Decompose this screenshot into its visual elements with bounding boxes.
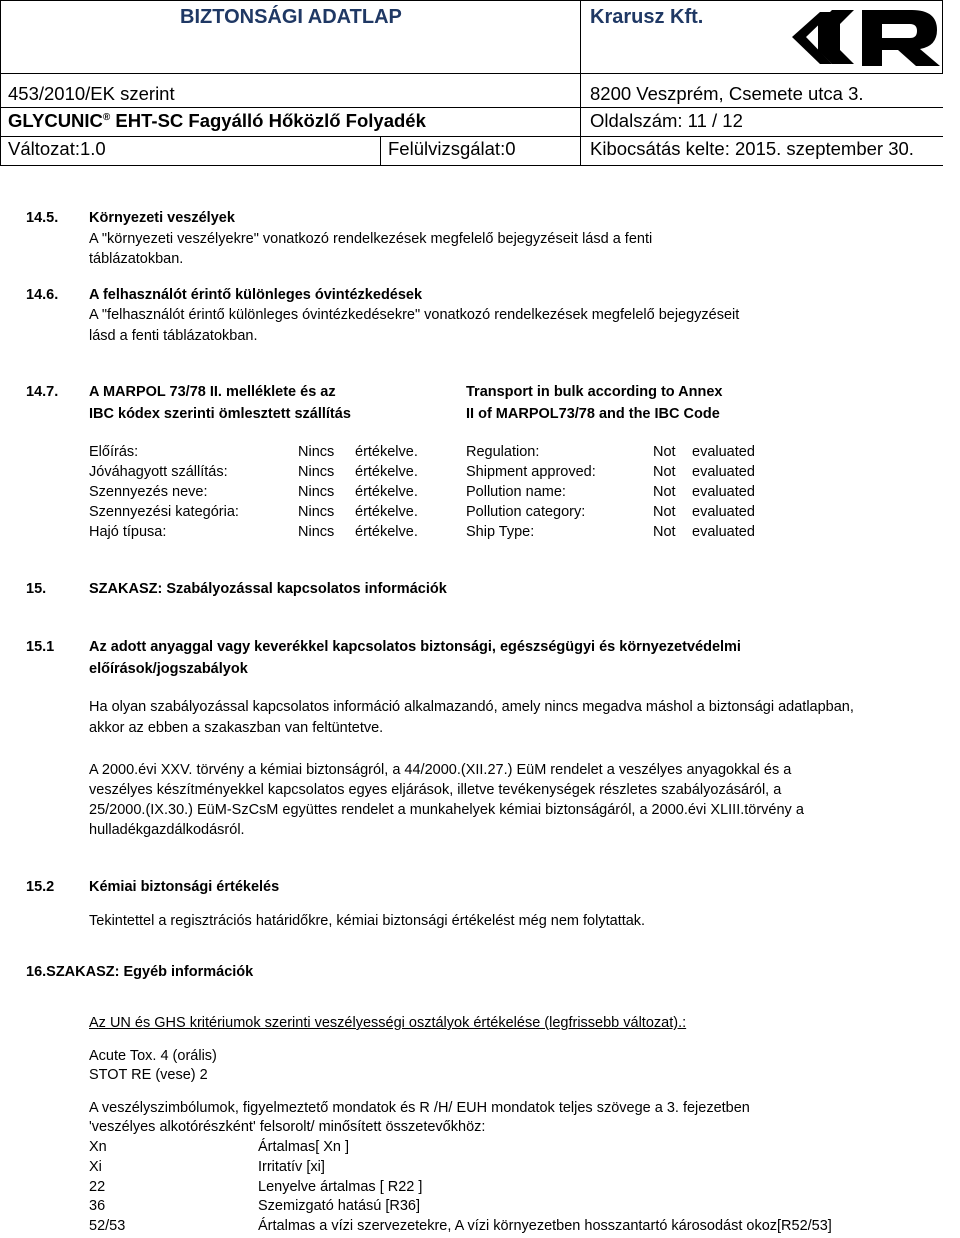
section-number: 14.5. bbox=[26, 210, 59, 226]
review-number: Felülvizsgálat:0 bbox=[388, 138, 516, 159]
row-value-en: Not bbox=[653, 524, 676, 540]
row-value-en: Not bbox=[653, 504, 676, 520]
company-name: Krarusz Kft. bbox=[590, 6, 704, 28]
paragraph-line: hulladékgazdálkodásról. bbox=[89, 822, 245, 838]
header-bottom-border bbox=[0, 165, 943, 166]
hazard-class: STOT RE (vese) 2 bbox=[89, 1067, 208, 1083]
classification-heading: Az UN és GHS kritériumok szerinti veszélyességi osztályok értékelése (legfrissebb változat).: bbox=[89, 1015, 687, 1031]
paragraph-line: A veszélyszimbólumok, figyelmeztető mondatok és R /H/ EUH mondatok teljes szövege a 3. fejezetben bbox=[89, 1100, 750, 1116]
row-label-en: Pollution name: bbox=[466, 484, 566, 500]
code-text: Ártalmas a vízi szervezetekre, A vízi környezetben hosszantartó károsodást okoz[R52/53] bbox=[258, 1218, 832, 1234]
row-value-hu: Nincs bbox=[298, 444, 335, 460]
section-title: Az adott anyaggal vagy keverékkel kapcsolatos biztonsági, egészségügyi és környezetvédelmi bbox=[89, 639, 741, 655]
section-heading: 16.SZAKASZ: Egyéb információk bbox=[26, 964, 254, 980]
document-header bbox=[0, 0, 960, 166]
code: 36 bbox=[89, 1198, 106, 1214]
product-name bbox=[8, 110, 426, 132]
row-value-hu: értékelve. bbox=[355, 444, 418, 460]
code-text: Szemizgató hatású [R36] bbox=[258, 1198, 421, 1214]
row-value-hu: Nincs bbox=[298, 464, 335, 480]
code: Xi bbox=[89, 1159, 102, 1175]
paragraph-line: Ha olyan szabályozással kapcsolatos információ alkalmazandó, amely nincs megadva máshol a biztonsági adatlapban, bbox=[89, 699, 854, 715]
section-title: Kémiai biztonsági értékelés bbox=[89, 879, 280, 895]
product-name-suffix: EHT-SC Fagyálló Hőközlő Folyadék bbox=[110, 110, 426, 131]
header-divider-right bbox=[580, 0, 581, 166]
row-value-en: evaluated bbox=[692, 524, 755, 540]
code: 22 bbox=[89, 1179, 106, 1195]
row-value-en: evaluated bbox=[692, 484, 755, 500]
header-row-border-2 bbox=[0, 107, 943, 108]
row-value-en: evaluated bbox=[692, 464, 755, 480]
section-title-hu: IBC kódex szerinti ömlesztett szállítás bbox=[89, 406, 351, 422]
code: 52/53 bbox=[89, 1218, 126, 1234]
row-value-hu: Nincs bbox=[298, 524, 335, 540]
registered-mark: ® bbox=[102, 111, 111, 123]
paragraph-line: lásd a fenti táblázatokban. bbox=[89, 328, 258, 344]
section-title-en: II of MARPOL73/78 and the IBC Code bbox=[466, 406, 720, 422]
row-value-en: Not bbox=[653, 444, 676, 460]
header-row-border-1 bbox=[0, 73, 943, 74]
row-label-en: Shipment approved: bbox=[466, 464, 596, 480]
product-name-prefix: GLYCUNIC bbox=[8, 110, 103, 131]
row-label-en: Ship Type: bbox=[466, 524, 535, 540]
row-label-hu: Jóváhagyott szállítás: bbox=[89, 464, 228, 480]
header-top-border bbox=[0, 0, 943, 1]
code: Xn bbox=[89, 1139, 107, 1155]
row-value-en: Not bbox=[653, 464, 676, 480]
header-left-border bbox=[0, 0, 1, 166]
kr-logo-icon bbox=[792, 2, 942, 72]
paragraph-line: Tekintettel a regisztrációs határidőkre, kémiai biztonsági értékelést még nem folytattak. bbox=[89, 913, 646, 929]
paragraph-line: veszélyes készítményekkel kapcsolatos egyes eljárások, illetve tevékenységek részletes szabályozásáról, a bbox=[89, 782, 782, 798]
section-number: 14.6. bbox=[26, 287, 59, 303]
section-number: 15.2 bbox=[26, 879, 55, 895]
code-text: Ártalmas[ Xn ] bbox=[258, 1139, 350, 1155]
row-value-hu: értékelve. bbox=[355, 504, 418, 520]
company-logo bbox=[792, 2, 942, 72]
section-number: 15.1 bbox=[26, 639, 55, 655]
row-label-en: Pollution category: bbox=[466, 504, 586, 520]
paragraph-line: 'veszélyes alkotórészként' felsorolt/ minősített összetevőkhöz: bbox=[89, 1119, 486, 1135]
doc-title: BIZTONSÁGI ADATLAP bbox=[180, 6, 402, 28]
row-label-en: Regulation: bbox=[466, 444, 540, 460]
hazard-class: Acute Tox. 4 (orális) bbox=[89, 1048, 217, 1064]
row-value-en: evaluated bbox=[692, 444, 755, 460]
paragraph-line: akkor az ebben a szakaszban van feltüntetve. bbox=[89, 720, 384, 736]
code-text: Irritatív [xi] bbox=[258, 1159, 325, 1175]
row-label-hu: Hajó típusa: bbox=[89, 524, 167, 540]
row-label-hu: Szennyezés neve: bbox=[89, 484, 208, 500]
issue-date: Kibocsátás kelte: 2015. szeptember 30. bbox=[590, 138, 914, 159]
paragraph-line: 25/2000.(IX.30.) EüM-SzCsM együttes rendelet a munkahelyek kémiai biztonságáról, a 2000.évi XLIII.törvény a bbox=[89, 802, 804, 818]
paragraph-line: A 2000.évi XXV. törvény a kémiai biztonságról, a 44/2000.(XII.27.) EüM rendelet a veszélyes anyagokkal és a bbox=[89, 762, 792, 778]
section-title-hu: A MARPOL 73/78 II. melléklete és az bbox=[89, 384, 336, 400]
header-divider-mid bbox=[380, 136, 381, 166]
row-value-hu: értékelve. bbox=[355, 464, 418, 480]
paragraph-line: A "felhasználót érintő különleges óvintézkedésekre" vonatkozó rendelkezések megfelelő bejegyzéseit bbox=[89, 307, 740, 323]
header-row-border-3 bbox=[0, 136, 943, 137]
section-title: Környezeti veszélyek bbox=[89, 210, 235, 226]
section-title: előírások/jogszabályok bbox=[89, 661, 248, 677]
row-value-en: evaluated bbox=[692, 504, 755, 520]
row-value-hu: értékelve. bbox=[355, 484, 418, 500]
section-number: 15. bbox=[26, 581, 47, 597]
paragraph-line: A "környezeti veszélyekre" vonatkozó rendelkezések megfelelő bejegyzéseit lásd a fenti bbox=[89, 231, 653, 247]
header-right-border bbox=[942, 0, 943, 73]
paragraph-line: táblázatokban. bbox=[89, 251, 184, 267]
company-address: 8200 Veszprém, Csemete utca 3. bbox=[590, 83, 864, 104]
row-label-hu: Szennyezési kategória: bbox=[89, 504, 239, 520]
version: Változat:1.0 bbox=[8, 138, 106, 159]
row-value-hu: Nincs bbox=[298, 504, 335, 520]
row-value-hu: Nincs bbox=[298, 484, 335, 500]
code-text: Lenyelve ártalmas [ R22 ] bbox=[258, 1179, 423, 1195]
section-title: A felhasználót érintő különleges óvintézkedések bbox=[89, 287, 423, 303]
regulation-ref: 453/2010/EK szerint bbox=[8, 83, 175, 104]
row-value-en: Not bbox=[653, 484, 676, 500]
section-heading: SZAKASZ: Szabályozással kapcsolatos információk bbox=[89, 581, 447, 597]
section-number: 14.7. bbox=[26, 384, 59, 400]
section-title-en: Transport in bulk according to Annex bbox=[466, 384, 723, 400]
page-number: Oldalszám: 11 / 12 bbox=[590, 110, 743, 131]
row-label-hu: Előírás: bbox=[89, 444, 139, 460]
row-value-hu: értékelve. bbox=[355, 524, 418, 540]
